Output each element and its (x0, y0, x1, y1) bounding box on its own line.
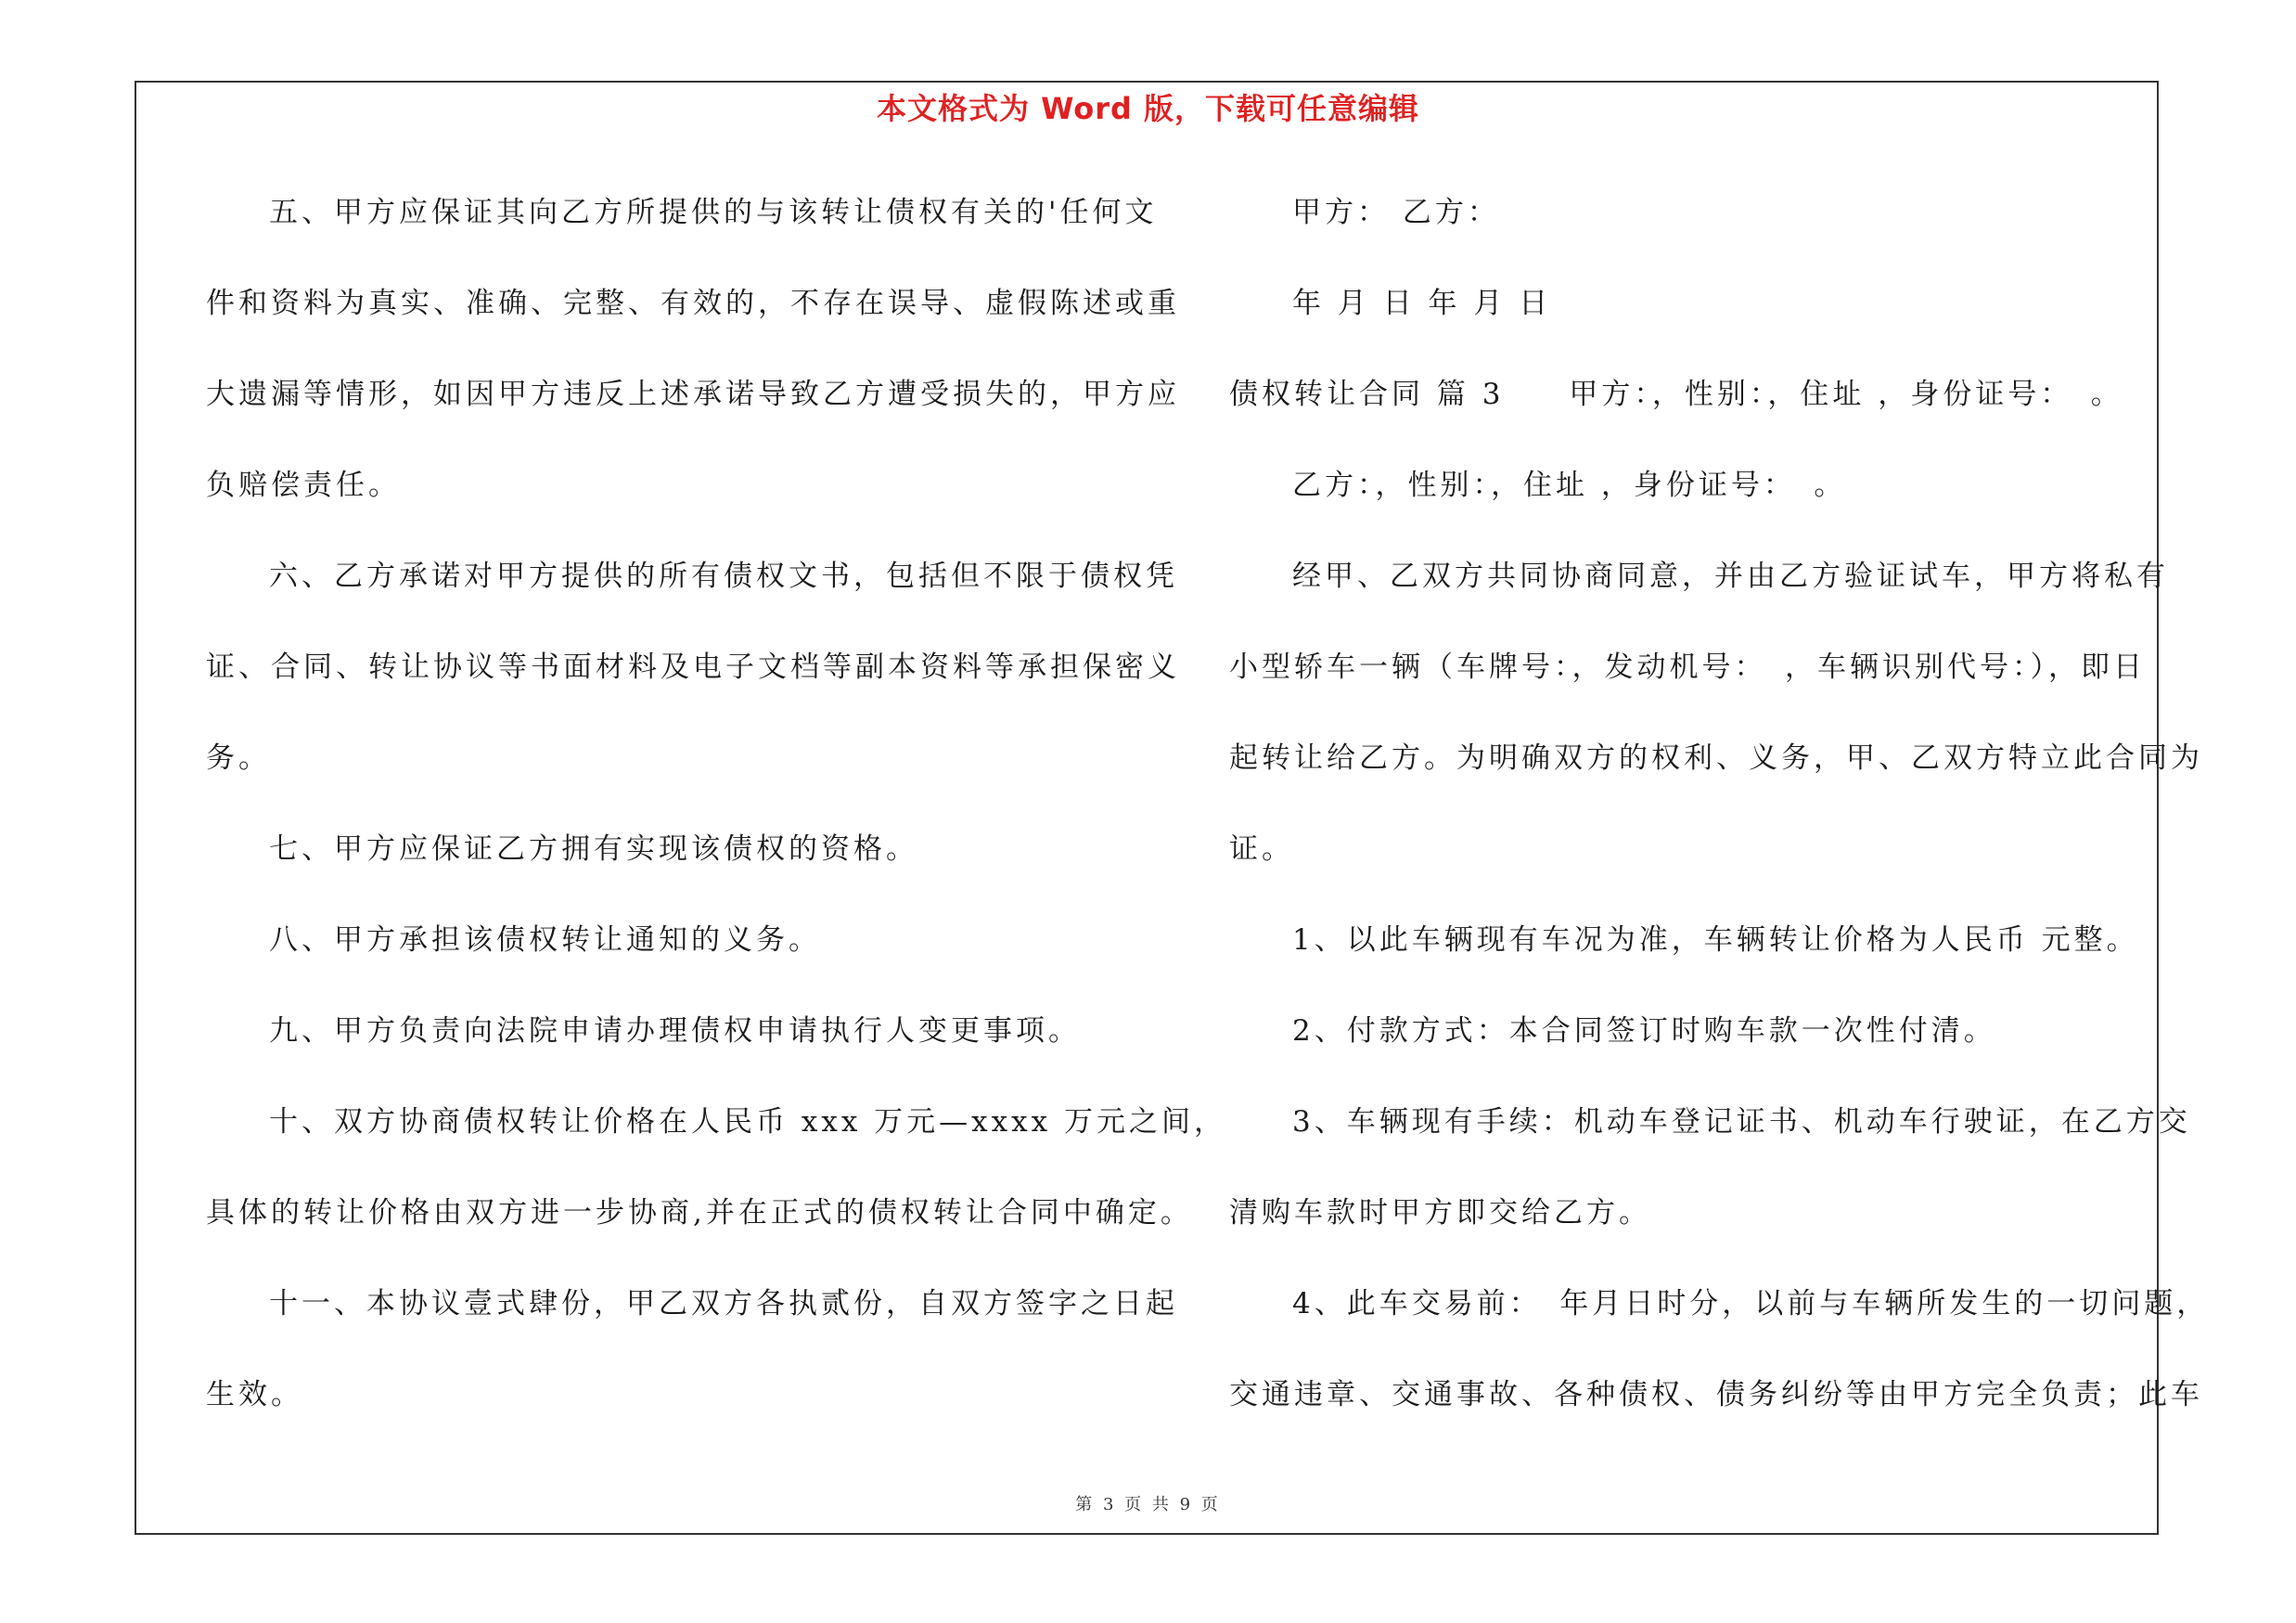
paragraph-line: 起转让给乙方。为明确双方的权利、义务，甲、乙双方特立此合同为 (1229, 741, 2203, 775)
paragraph-line: 七、甲方应保证乙方拥有实现该债权的资格。 (269, 832, 918, 866)
paragraph-line: 十、双方协商债权转让价格在人民币 xxx 万元—xxxx 万元之间， (269, 1105, 1226, 1139)
paragraph-line: 1、以此车辆现有车况为准，车辆转让价格为人民币 元整。 (1292, 923, 2139, 957)
paragraph-line: 生效。 (206, 1378, 303, 1411)
paragraph-line: 4、此车交易前： 年月日时分，以前与车辆所发生的一切问题， (1292, 1287, 2210, 1320)
paragraph-line: 件和资料为真实、准确、完整、有效的，不存在误导、虚假陈述或重 (206, 287, 1180, 320)
paragraph-line: 大遗漏等情形，如因甲方违反上述承诺导致乙方遭受损失的，甲方应 (206, 378, 1180, 411)
paragraph-line: 乙方：，性别：，住址 ，身份证号： 。 (1292, 469, 1847, 502)
paragraph-line: 务。 (206, 741, 271, 775)
paragraph-line: 证、合同、转让协议等书面材料及电子文档等副本资料等承担保密义 (206, 650, 1180, 684)
paragraph-line: 年 月 日 年 月 日 (1292, 287, 1552, 320)
paragraph-line: 九、甲方负责向法院申请办理债权申请执行人变更事项。 (269, 1014, 1081, 1048)
left-column (206, 167, 1226, 1440)
paragraph-line: 清购车款时甲方即交给乙方。 (1229, 1196, 1651, 1230)
paragraph-line: 五、甲方应保证其向乙方所提供的与该转让债权有关的'任何文 (269, 196, 1158, 229)
paragraph-line: 十一、本协议壹式肆份，甲乙双方各执贰份，自双方签字之日起 (269, 1287, 1178, 1320)
paragraph-line: 债权转让合同 篇 3 甲方：，性别：，住址 ，身份证号： 。 (1229, 378, 2123, 411)
paragraph-line: 证。 (1229, 832, 1294, 866)
right-column (1229, 167, 2210, 1440)
paragraph-line: 交通违章、交通事故、各种债权、债务纠纷等由甲方完全负责；此车 (1229, 1378, 2203, 1411)
format-banner: 本文格式为 Word 版，下载可任意编辑 (876, 91, 1420, 126)
paragraph-line: 具体的转让价格由双方进一步协商,并在正式的债权转让合同中确定。 (206, 1196, 1193, 1230)
paragraph-line: 甲方： 乙方： (1292, 196, 1500, 229)
paragraph-line: 3、车辆现有手续：机动车登记证书、机动车行驶证，在乙方交 (1292, 1105, 2191, 1139)
paragraph-line: 负赔偿责任。 (206, 469, 401, 502)
page-number-footer: 第 3 页 共 9 页 (1075, 1495, 1221, 1514)
paragraph-line: 经甲、乙双方共同协商同意，并由乙方验证试车，甲方将私有 (1292, 560, 2169, 593)
paragraph-line: 八、甲方承担该债权转让通知的义务。 (269, 923, 821, 957)
paragraph-line: 小型轿车一辆（车牌号：，发动机号： ，车辆识别代号：），即日 (1229, 650, 2146, 684)
paragraph-line: 六、乙方承诺对甲方提供的所有债权文书，包括但不限于债权凭 (269, 560, 1178, 593)
paragraph-line: 2、付款方式：本合同签订时购车款一次性付清。 (1292, 1014, 1996, 1048)
